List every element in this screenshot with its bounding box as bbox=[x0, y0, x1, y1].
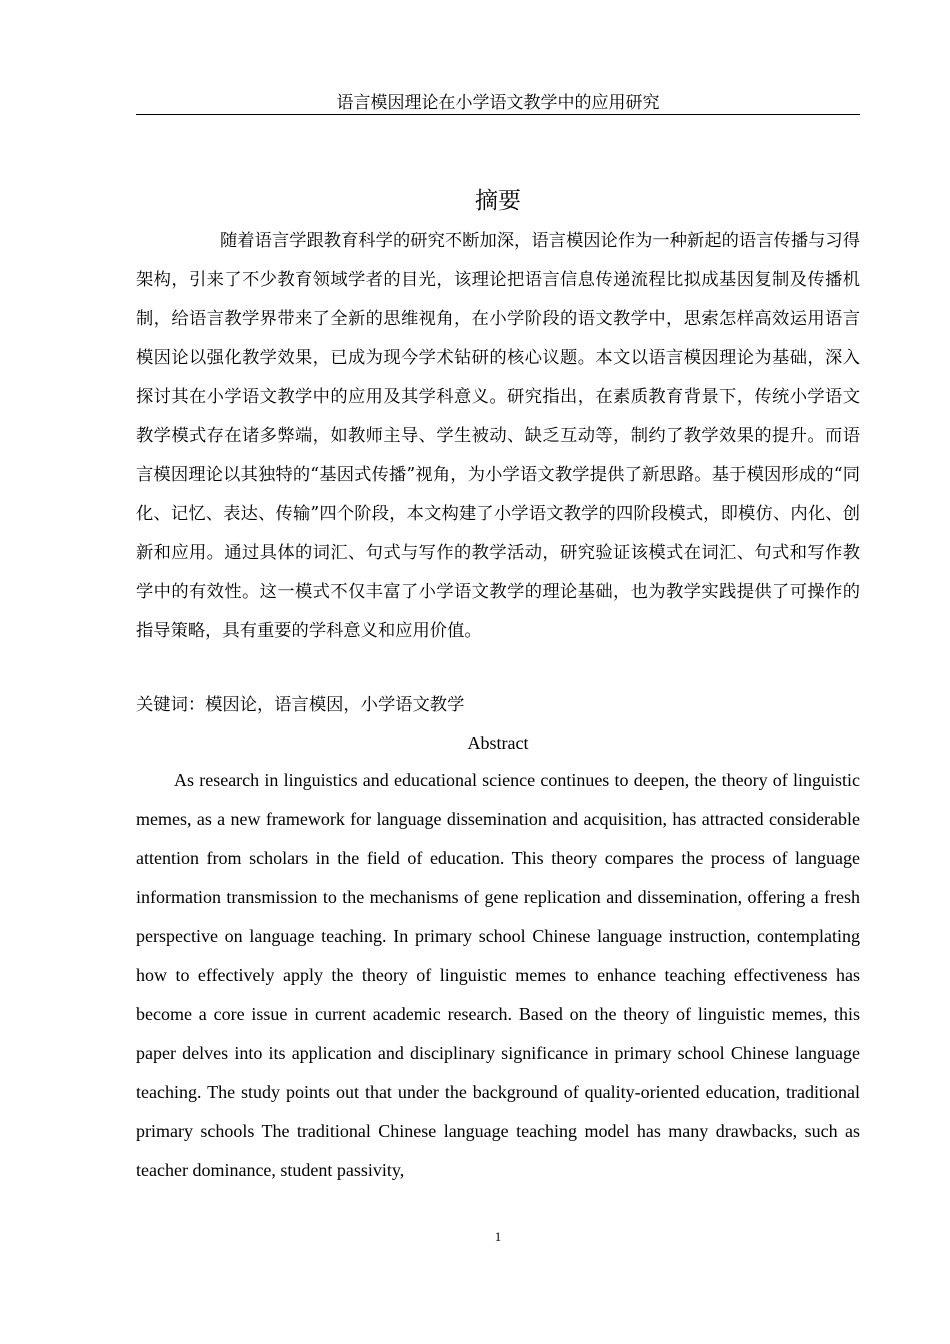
header-divider bbox=[136, 114, 860, 115]
english-abstract-body: As research in linguistics and educational science continues to deepen, the theory of linguistic memes, as a new framework for language dissemination and acquisition, has attracted considerable attention from scholars in the field of education. This theory compares the process of language information transmission to the mechanisms of gene replication and dissemination, offering a fresh perspective on language teaching. In primary school Chinese language instruction, contemplating how to effectively apply the theory of linguistic memes to enhance teaching effectiveness has become a core issue in current academic research. Based on the theory of linguistic memes, this paper delves into its application and disciplinary significance in primary school Chinese language teaching. The study points out that under the background of quality-oriented education, traditional primary schools The traditional Chinese language teaching model has many drawbacks, such as teacher dominance, student passivity, bbox=[136, 770, 860, 1180]
keywords-line bbox=[136, 690, 860, 720]
running-header-title: 语言模因理论在小学语文教学中的应用研究 bbox=[336, 93, 660, 113]
keywords-text: 模因论，语言模因，小学语文教学 bbox=[205, 695, 465, 715]
chinese-abstract-heading: 摘要 bbox=[475, 188, 521, 214]
page-number: 1 bbox=[494, 1229, 502, 1244]
keywords-label: 关键词： bbox=[136, 695, 206, 715]
chinese-abstract-body: 随着语言学跟教育科学的研究不断加深，语言模因论作为一种新起的语言传播与习得架构，引来了不少教育领域学者的目光，该理论把语言信息传递流程比拟成基因复制及传播机制，给语言教学界带来了全新的思维视角，在小学阶段的语文教学中，思索怎样高效运用语言模因论以强化教学效果，已成为现今学术钻研的核心议题。本文以语言模因理论为基础，深入探讨其在小学语文教学中的应用及其学科意义。研究指出，在素质教育背景下，传统小学语文教学模式存在诸多弊端，如教师主导、学生被动、缺乏互动等，制约了教学效果的提升。而语言模因理论以其独特的“基因式传播”视角，为小学语文教学提供了新思路。基于模因形成的“同化、记忆、表达、传输”四个阶段，本文构建了小学语文教学的四阶段模式，即模仿、内化、创新和应用。通过具体的词汇、句式与写作的教学活动，研究验证该模式在词汇、句式和写作教学中的有效性。这一模式不仅丰富了小学语文教学的理论基础，也为教学实践提供了可操作的指导策略，具有重要的学科意义和应用价值。 bbox=[136, 231, 860, 641]
english-abstract-heading: Abstract bbox=[467, 733, 529, 753]
